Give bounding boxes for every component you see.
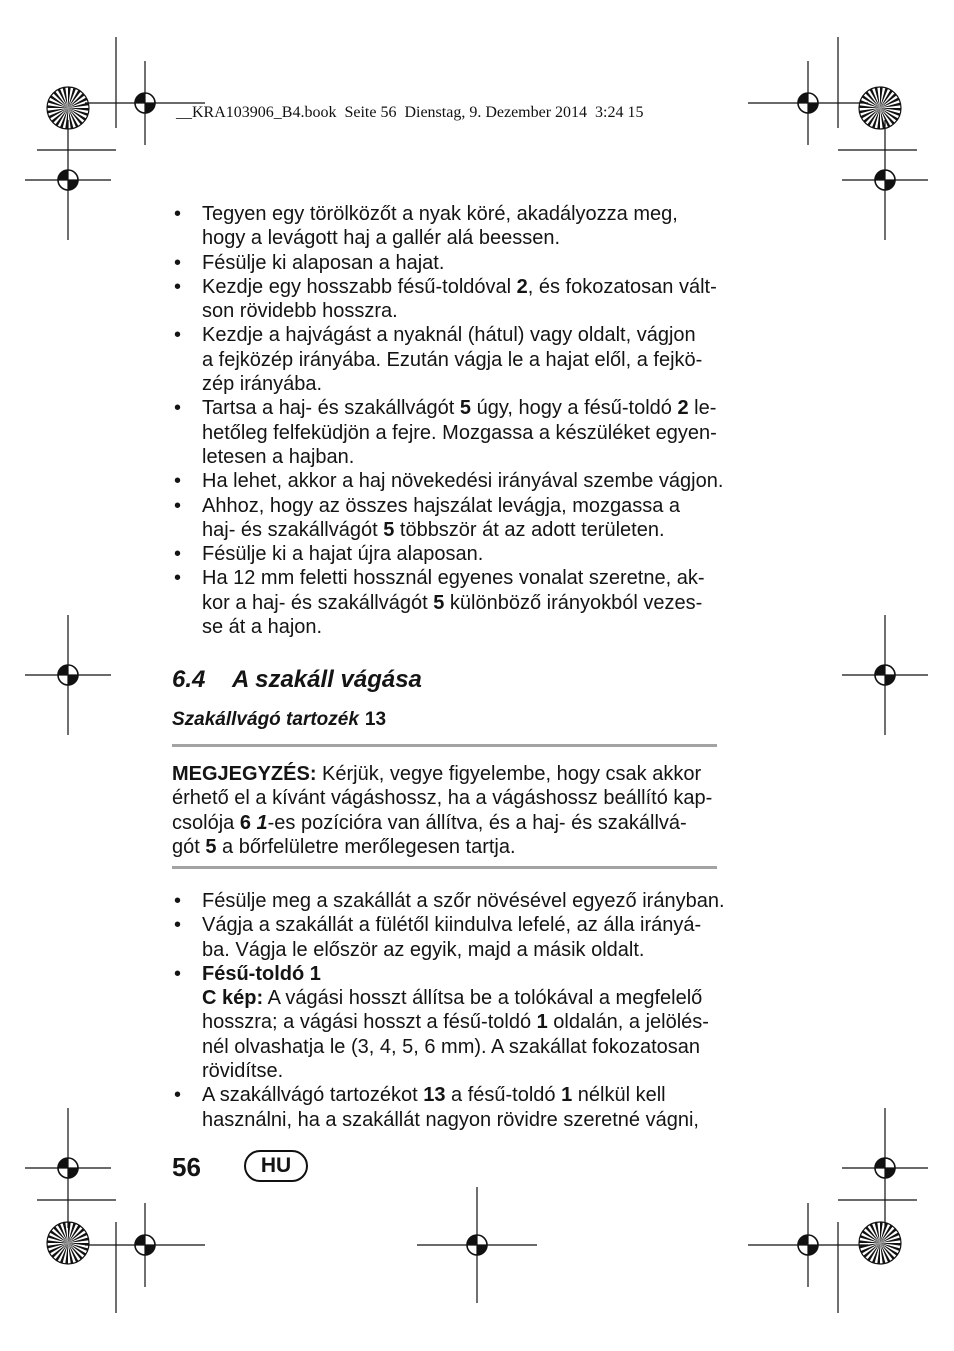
registration-mark bbox=[842, 615, 928, 735]
bullet-item bbox=[172, 889, 772, 913]
bold-italic-text: 1 bbox=[256, 811, 268, 834]
text-run: haj- és szakállvágót bbox=[202, 518, 384, 541]
text-line bbox=[202, 962, 772, 986]
sunburst-wedge bbox=[880, 108, 895, 125]
text-run: Fésülje meg a szakállát a szőr növésével egyező irányban. bbox=[202, 890, 725, 912]
sunburst-wedge bbox=[861, 108, 880, 119]
sunburst-wedge bbox=[47, 1243, 68, 1248]
text-run: érhető el a kívánt vágáshossz, ha a vágáshossz beállító kap- bbox=[172, 787, 713, 810]
sunburst-wedge bbox=[58, 1224, 69, 1243]
sunburst-target-mark bbox=[859, 1222, 901, 1264]
bullet-item bbox=[172, 396, 772, 469]
text-line bbox=[202, 226, 772, 250]
bullet-item bbox=[172, 275, 772, 324]
note-bottom-divider bbox=[172, 866, 717, 869]
bullet-icon bbox=[174, 323, 181, 347]
text-line bbox=[172, 811, 772, 835]
text-run: Tartsa a haj- és szakállvágót bbox=[202, 397, 460, 420]
text-run: A szakállvágó tartozékot bbox=[202, 1084, 424, 1107]
text-run: nél olvashatja le (3, 4, 5, 6 mm). A szakállat fokozatosan bbox=[202, 1035, 701, 1058]
text-run: kor a haj- és szakállvágót bbox=[202, 591, 434, 614]
text-run: hetőleg felfeküdjön a fejre. Mozgassa a készüléket egyen- bbox=[202, 421, 717, 444]
registration-mark bbox=[25, 615, 111, 735]
text-run: Ahhoz, hogy az összes hajszálat levágja, mozgassa a bbox=[202, 494, 681, 517]
text-run: ba. Vágja le először az egyik, majd a másik oldalt. bbox=[202, 938, 645, 961]
text-run: Ha 12 mm feletti hossznál egyenes vonalat szeretne, ak- bbox=[202, 567, 705, 590]
registration-mark bbox=[748, 61, 868, 145]
bold-text: 6 bbox=[239, 811, 251, 834]
sunburst-wedge bbox=[880, 108, 891, 127]
sunburst-wedge bbox=[880, 108, 885, 129]
sunburst-wedge bbox=[60, 1243, 68, 1263]
bullet-icon bbox=[174, 889, 181, 913]
text-line bbox=[202, 889, 772, 913]
text-run: -es pozícióra van állítva, és a haj- és szakállvá- bbox=[267, 811, 687, 834]
text-run: hogy a levágott haj a gallér alá beessen. bbox=[202, 227, 561, 250]
sunburst-wedge bbox=[47, 1240, 68, 1243]
bullet-icon bbox=[174, 913, 181, 937]
registration-mark bbox=[842, 120, 928, 240]
sunburst-wedge bbox=[870, 1224, 881, 1243]
sunburst-wedge bbox=[875, 1222, 880, 1243]
bullet-item bbox=[172, 469, 772, 493]
sunburst-wedge bbox=[47, 105, 68, 108]
bullet-icon bbox=[174, 962, 181, 986]
sunburst-wedge bbox=[68, 1223, 76, 1243]
sunburst-wedge bbox=[65, 1243, 68, 1264]
sunburst-wedge bbox=[872, 1243, 880, 1263]
sunburst-wedge bbox=[880, 108, 901, 111]
sunburst-wedge bbox=[880, 1223, 888, 1243]
bold-text: 1 bbox=[536, 1011, 548, 1034]
sunburst-wedge bbox=[68, 108, 86, 121]
text-run: úgy, hogy a fésű-toldó bbox=[471, 397, 678, 420]
sunburst-wedge bbox=[880, 108, 900, 116]
sunburst-wedge bbox=[50, 1230, 68, 1243]
subsection-part-number: 13 bbox=[364, 709, 387, 730]
sunburst-wedge bbox=[880, 1222, 883, 1243]
sunburst-wedge bbox=[880, 1233, 899, 1244]
sunburst-wedge bbox=[68, 103, 89, 108]
bullet-icon bbox=[174, 275, 181, 299]
text-line bbox=[202, 615, 772, 639]
text-run: oldalán, a jelölés- bbox=[547, 1011, 709, 1034]
text-run: nélkül kell bbox=[572, 1084, 666, 1107]
text-line bbox=[202, 1010, 772, 1034]
bullet-icon bbox=[174, 202, 181, 226]
sunburst-wedge bbox=[49, 1243, 68, 1254]
sunburst-wedge bbox=[68, 87, 71, 108]
sunburst-wedge bbox=[65, 108, 68, 129]
subsection-title: Szakállvágó tartozék bbox=[172, 709, 359, 730]
sunburst-wedge bbox=[51, 1243, 68, 1258]
bold-text: 5 bbox=[433, 591, 445, 614]
registration-mark bbox=[417, 1187, 537, 1303]
text-line bbox=[202, 1059, 772, 1083]
text-line bbox=[202, 445, 772, 469]
text-line bbox=[202, 1035, 772, 1059]
sunburst-wedge bbox=[865, 1226, 880, 1243]
bold-text: 2 bbox=[677, 397, 689, 420]
sunburst-wedge bbox=[880, 1243, 898, 1256]
sunburst-wedge bbox=[68, 108, 83, 125]
text-run: többször át az adott területen. bbox=[394, 518, 665, 541]
note-top-divider bbox=[172, 744, 717, 747]
sunburst-wedge bbox=[68, 1243, 83, 1260]
subsection-heading bbox=[172, 708, 386, 732]
sunburst-wedge bbox=[859, 1243, 880, 1248]
sunburst-wedge bbox=[51, 108, 68, 123]
sunburst-wedge bbox=[53, 1226, 68, 1243]
sunburst-wedge bbox=[863, 108, 880, 123]
sunburst-wedge bbox=[880, 108, 898, 121]
text-run: se át a hajon. bbox=[202, 616, 323, 639]
text-run: letesen a hajban. bbox=[202, 445, 355, 468]
text-run: A vágási hosszt állítsa be a tolókával a megfelelő bbox=[263, 987, 703, 1010]
sunburst-wedge bbox=[68, 88, 76, 108]
bullet-icon bbox=[174, 251, 181, 275]
text-line bbox=[202, 1083, 772, 1107]
text-run: le- bbox=[688, 397, 717, 420]
sunburst-wedge bbox=[68, 1243, 86, 1256]
text-run: a fésű-toldó bbox=[445, 1084, 562, 1107]
text-line bbox=[202, 323, 772, 347]
language-badge: HU bbox=[244, 1150, 308, 1182]
bold-text: 5 bbox=[205, 835, 217, 858]
text-run: Tegyen egy törölközőt a nyak köré, akadályozza meg, bbox=[202, 203, 678, 225]
sunburst-wedge bbox=[50, 95, 68, 108]
text-run: a bőrfelületre merőlegesen tartja. bbox=[216, 835, 516, 858]
section-title: A szakáll vágása bbox=[232, 666, 422, 693]
bullet-icon bbox=[174, 494, 181, 518]
bullet-item bbox=[172, 494, 772, 543]
text-line bbox=[202, 396, 772, 420]
text-run: Fésülje ki a hajat újra alaposan. bbox=[202, 543, 484, 566]
sunburst-wedge bbox=[68, 1243, 79, 1262]
sunburst-wedge bbox=[880, 93, 897, 108]
text-line bbox=[202, 275, 772, 299]
hair-cutting-steps bbox=[172, 202, 772, 639]
text-run: son rövidebb hosszra. bbox=[202, 300, 398, 323]
text-run: hosszra; a vágási hosszt a fésű-toldó bbox=[202, 1011, 537, 1034]
bullet-item bbox=[172, 542, 772, 566]
sunburst-wedge bbox=[880, 87, 883, 108]
text-line bbox=[172, 835, 772, 859]
text-run: használni, ha a szakállát nagyon rövidre szeretné vágni, bbox=[202, 1108, 699, 1131]
sunburst-wedge bbox=[860, 100, 880, 108]
bullet-icon bbox=[174, 469, 181, 493]
sunburst-wedge bbox=[870, 89, 881, 108]
text-run: Fésülje ki alaposan a hajat. bbox=[202, 251, 445, 274]
bold-text: C kép: bbox=[202, 987, 264, 1010]
bullet-icon bbox=[174, 1083, 181, 1107]
sunburst-wedge bbox=[872, 108, 880, 128]
sunburst-wedge bbox=[859, 1240, 880, 1243]
sunburst-wedge bbox=[880, 1228, 897, 1243]
sunburst-wedge bbox=[880, 1243, 901, 1246]
sunburst-wedge bbox=[55, 1243, 68, 1261]
sunburst-target-mark bbox=[47, 1222, 89, 1264]
text-line bbox=[202, 202, 772, 226]
sunburst-wedge bbox=[68, 1243, 73, 1264]
registration-mark bbox=[842, 1108, 928, 1228]
sunburst-wedge bbox=[68, 1233, 87, 1244]
sunburst-wedge bbox=[68, 108, 89, 111]
text-run: Kérjük, vegye figyelembe, hogy csak akkor bbox=[316, 763, 702, 785]
text-run: zép irányába. bbox=[202, 373, 323, 396]
sunburst-wedge bbox=[47, 108, 68, 113]
bullet-item bbox=[172, 1083, 772, 1132]
sunburst-wedge bbox=[68, 1228, 85, 1243]
text-line bbox=[202, 469, 772, 493]
text-run: rövidítse. bbox=[202, 1060, 284, 1083]
text-line bbox=[202, 913, 772, 937]
sunburst-wedge bbox=[862, 95, 880, 108]
bullet-item bbox=[172, 962, 772, 1083]
text-run: csolója bbox=[172, 811, 240, 834]
sunburst-wedge bbox=[880, 98, 899, 109]
text-run: , és fokozatosan vált- bbox=[527, 275, 717, 298]
sunburst-wedge bbox=[49, 108, 68, 119]
bullet-icon bbox=[174, 396, 181, 420]
sunburst-wedge bbox=[877, 1243, 880, 1264]
sunburst-wedge bbox=[860, 1235, 880, 1243]
sunburst-wedge bbox=[53, 91, 68, 108]
sunburst-wedge bbox=[58, 89, 69, 108]
bullet-item bbox=[172, 566, 772, 639]
registration-mark bbox=[25, 120, 111, 240]
bold-text: 13 bbox=[423, 1084, 446, 1107]
bullet-item bbox=[172, 202, 772, 251]
sunburst-wedge bbox=[68, 98, 87, 109]
sunburst-wedge bbox=[880, 1243, 895, 1260]
sunburst-wedge bbox=[863, 1243, 880, 1258]
bold-text: 5 bbox=[383, 518, 395, 541]
sunburst-wedge bbox=[880, 1243, 900, 1251]
page-number: 56 bbox=[172, 1152, 201, 1182]
text-run: Kezdje a hajvágást a nyaknál (hátul) vagy oldalt, vágjon bbox=[202, 324, 696, 347]
bullet-icon bbox=[174, 542, 181, 566]
sunburst-wedge bbox=[880, 1225, 893, 1243]
sunburst-target-mark bbox=[859, 87, 901, 129]
note-box bbox=[172, 762, 772, 859]
text-line bbox=[202, 421, 772, 445]
sunburst-wedge bbox=[880, 1243, 891, 1262]
sunburst-wedge bbox=[68, 1222, 71, 1243]
sunburst-wedge bbox=[63, 87, 68, 108]
sunburst-wedge bbox=[880, 1243, 885, 1264]
text-line bbox=[202, 566, 772, 590]
text-line bbox=[202, 518, 772, 542]
text-run: Vágja a szakállát a fülétől kiindulva lefelé, az álla irányá- bbox=[202, 914, 702, 937]
sunburst-wedge bbox=[68, 93, 85, 108]
sunburst-target-mark bbox=[47, 87, 89, 129]
sunburst-wedge bbox=[880, 1238, 901, 1243]
text-line bbox=[172, 786, 772, 810]
sunburst-wedge bbox=[865, 91, 880, 108]
text-line bbox=[202, 251, 772, 275]
bullet-item bbox=[172, 251, 772, 275]
bold-text: 5 bbox=[459, 397, 472, 420]
text-run: Ha lehet, akkor a haj növekedési irányával szembe vágjon. bbox=[202, 470, 724, 493]
sunburst-wedge bbox=[880, 90, 893, 108]
text-line bbox=[202, 348, 772, 372]
text-run: Kezdje egy hosszabb fésű-toldóval bbox=[202, 275, 517, 298]
text-run: különböző irányokból vezes- bbox=[444, 591, 703, 614]
sunburst-wedge bbox=[60, 108, 68, 128]
text-line bbox=[202, 494, 772, 518]
text-line bbox=[202, 591, 772, 615]
bullet-item bbox=[172, 323, 772, 396]
text-line bbox=[172, 762, 772, 786]
registration-mark bbox=[748, 1203, 868, 1287]
bullet-icon bbox=[174, 566, 181, 590]
registration-mark bbox=[85, 1203, 205, 1287]
text-run: a fejközép irányába. Ezután vágja le a hajat elől, a fejkö- bbox=[202, 348, 703, 371]
sunburst-wedge bbox=[68, 1225, 81, 1243]
bold-text: Fésű-toldó 1 bbox=[202, 962, 321, 985]
sunburst-wedge bbox=[68, 1238, 89, 1243]
bullet-item bbox=[172, 913, 772, 962]
sunburst-wedge bbox=[68, 108, 88, 116]
bold-text: MEGJEGYZÉS: bbox=[172, 763, 317, 785]
section-number: 6.4 bbox=[172, 666, 206, 693]
text-line bbox=[202, 542, 772, 566]
sunburst-wedge bbox=[48, 100, 68, 108]
print-info-header: __KRA103906_B4.book Seite 56 Dienstag, 9. Dezember 2014 3:24 15 bbox=[176, 104, 644, 121]
sunburst-wedge bbox=[861, 1243, 880, 1254]
beard-cutting-steps bbox=[172, 889, 772, 1132]
sunburst-wedge bbox=[68, 108, 79, 127]
sunburst-wedge bbox=[68, 1243, 88, 1251]
text-line bbox=[202, 1108, 772, 1132]
sunburst-wedge bbox=[862, 1230, 880, 1243]
sunburst-wedge bbox=[867, 108, 880, 126]
sunburst-wedge bbox=[859, 108, 880, 113]
text-line bbox=[202, 299, 772, 323]
sunburst-wedge bbox=[880, 103, 901, 108]
text-run: gót bbox=[172, 835, 206, 858]
sunburst-wedge bbox=[68, 108, 73, 129]
sunburst-wedge bbox=[875, 87, 880, 108]
sunburst-wedge bbox=[859, 105, 880, 108]
sunburst-wedge bbox=[880, 88, 888, 108]
sunburst-wedge bbox=[48, 1235, 68, 1243]
bold-text: 1 bbox=[561, 1084, 573, 1107]
sunburst-wedge bbox=[55, 108, 68, 126]
sunburst-wedge bbox=[68, 1243, 89, 1246]
sunburst-wedge bbox=[867, 1243, 880, 1261]
sunburst-wedge bbox=[63, 1222, 68, 1243]
bold-text: 2 bbox=[516, 275, 528, 298]
sunburst-wedge bbox=[68, 90, 81, 108]
registration-mark bbox=[25, 1108, 111, 1228]
text-line bbox=[202, 372, 772, 396]
sunburst-wedge bbox=[877, 108, 880, 129]
text-line bbox=[202, 986, 772, 1010]
text-line bbox=[202, 938, 772, 962]
